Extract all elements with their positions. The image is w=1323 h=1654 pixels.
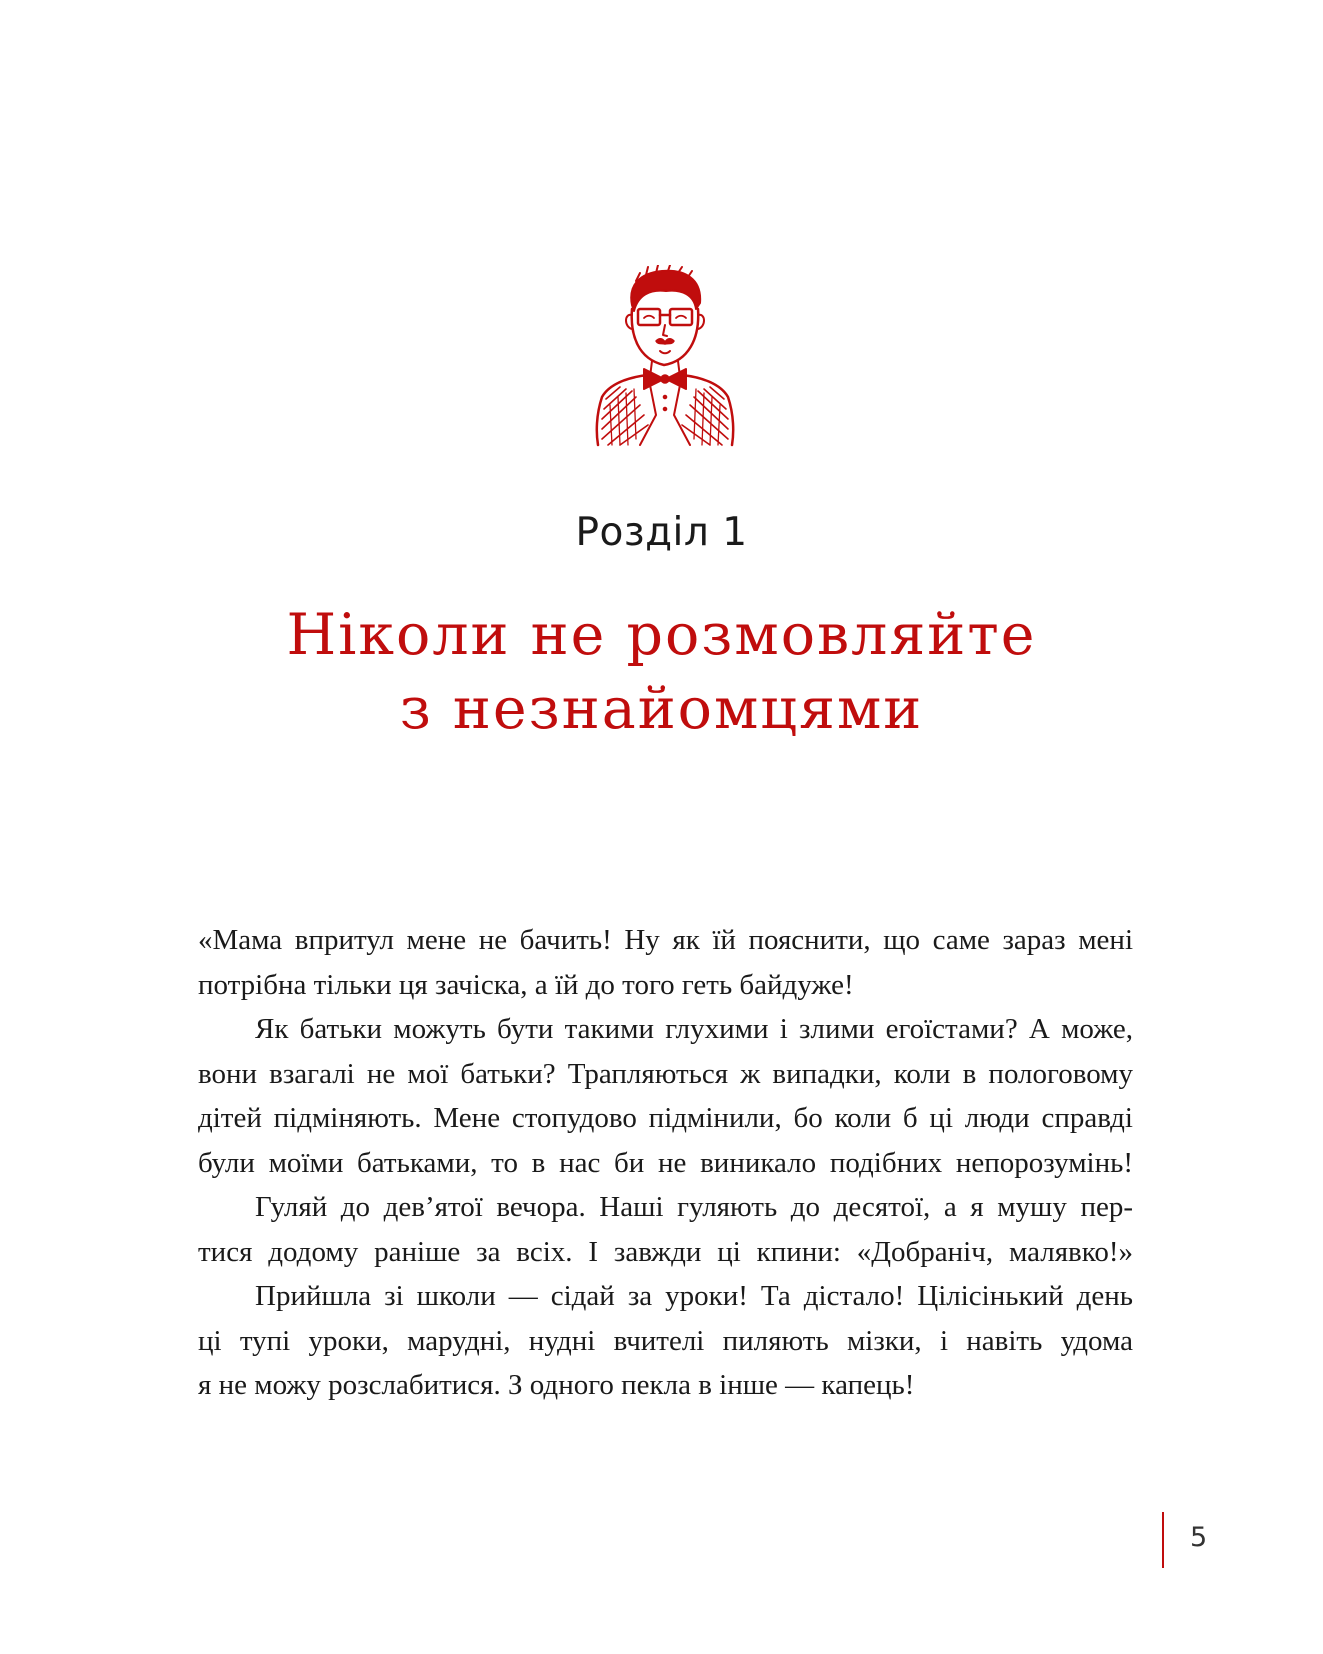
body-text: [198, 918, 1133, 1408]
body-line: Гуляй до дев’ятої вечора. Наші гуляють до десятої, а я мушу пер-: [255, 1191, 1133, 1223]
body-line: були моїми батьками, то в нас би не виникало подібних непорозумінь!: [198, 1146, 1133, 1179]
body-line: потрібна тільки ця зачіска, а їй до того геть байдуже!: [198, 968, 854, 1001]
body-line: тися додому раніше за всіх. І завжди ці кпини: «Добраніч, малявко!»: [198, 1235, 1133, 1268]
page-number-rule: [1162, 1512, 1164, 1568]
chapter-label: Розділ 1: [575, 510, 748, 555]
chapter-title-line-2: з незнайомцями: [399, 676, 924, 742]
page-number: 5: [1190, 1522, 1208, 1553]
body-line: вони взагалі не мої батьки? Трапляються ж випадки, коли в пологовому: [198, 1057, 1133, 1090]
chapter-title-line-1: Ніколи не розмовляйте: [286, 602, 1037, 668]
body-line: «Мама впритул мене не бачить! Ну як їй пояснити, що саме зараз мені: [198, 924, 1133, 956]
body-line: я не можу розслабитися. З одного пекла в інше — капець!: [198, 1369, 915, 1401]
body-line: Прийшла зі школи — сідай за уроки! Та дістало! Цілісінький день: [255, 1280, 1133, 1312]
body-line: дітей підміняють. Мене стопудово підмінили, бо коли б ці люди справді: [198, 1102, 1133, 1134]
body-line: ці тупі уроки, марудні, нудні вчителі пиляють мізки, і навіть удома: [198, 1324, 1133, 1357]
man-with-glasses-illustration-icon: [590, 265, 740, 450]
body-line: Як батьки можуть бути такими глухими і злими егоїстами? А може,: [255, 1013, 1133, 1045]
chapter-title: [0, 598, 1323, 746]
